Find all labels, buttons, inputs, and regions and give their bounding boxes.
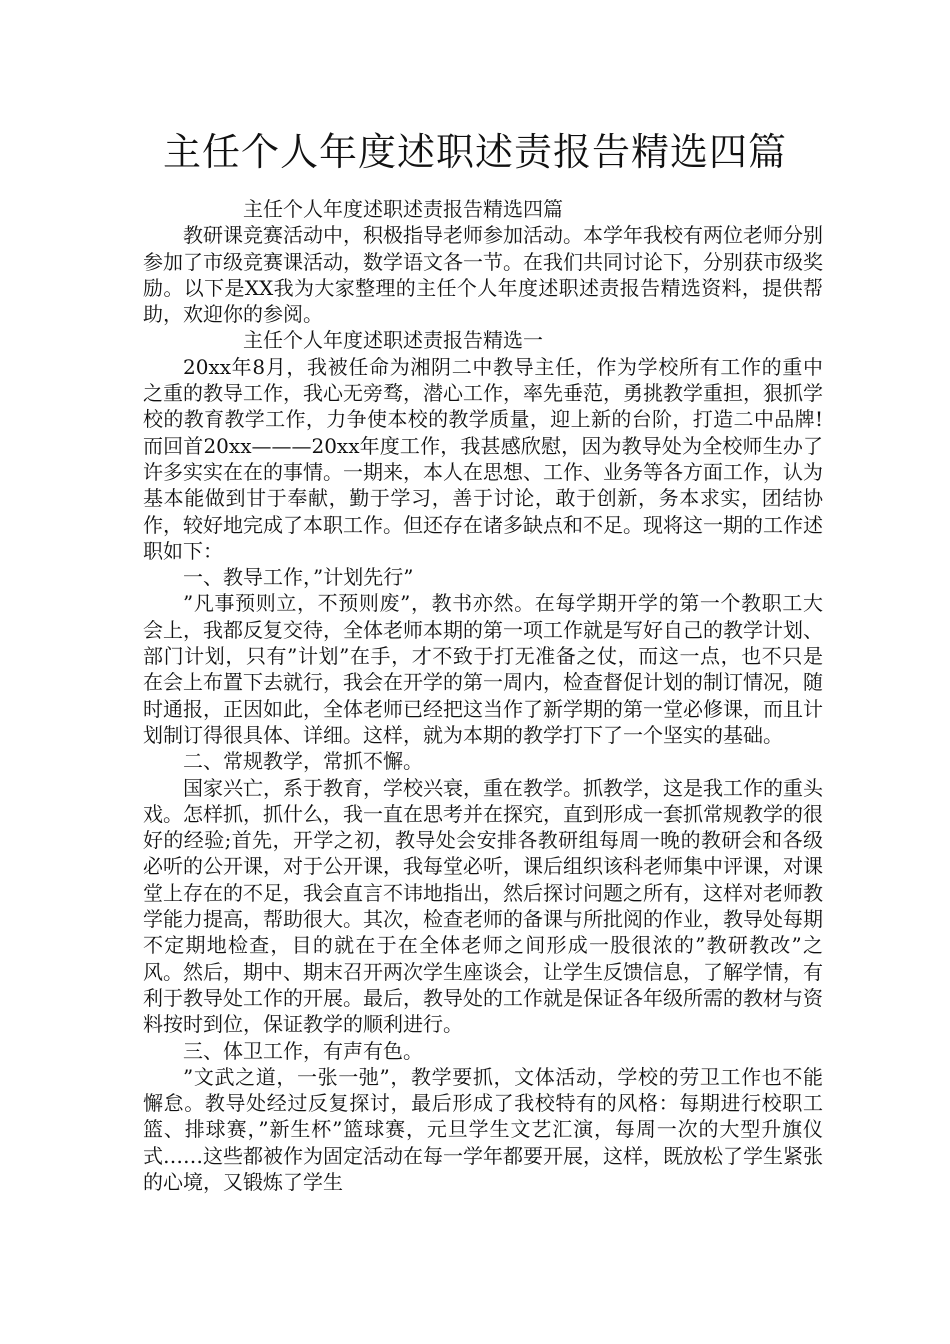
section-heading: 一、教导工作，”计划先行” xyxy=(183,565,414,590)
paragraph-subtitle: 主任个人年度述职述责报告精选四篇 xyxy=(243,197,563,221)
section-heading: 三、体卫工作，有声有色。 xyxy=(183,1038,423,1063)
document-title: 主任个人年度述职述责报告精选四篇 xyxy=(162,130,787,174)
section-heading: 二、常规教学，常抓不懈。 xyxy=(183,749,423,774)
section-heading: 主任个人年度述职述责报告精选一 xyxy=(243,328,543,353)
paragraph: 20xx年8月，我被任命为湘阴二中教导主任，作为学校所有工作的重中之重的教导工作，我心无旁骛，潜心工作，率先垂范，勇挑教学重担，狠抓学校的教育教学工作，力争使本校的教学质量，迎上新的台阶，打造二中品牌!而回首20xx———20xx年度工作，我甚感欣慰，因为教导处为全校师生办了许多实实在在的事情。一期来，本人在思想、工作、业务等各方面工作，认为基本能做到甘于奉献，勤于学习，善于讨论，敢于创新，务本求实，团结协作，较好地完成了本职工作。但还存在诸多缺点和不足。现将这一期的工作述职如下： xyxy=(143,354,823,563)
paragraph: ”凡事预则立，不预则废”，教书亦然。在每学期开学的第一个教职工大会上，我都反复交待，全体老师本期的第一项工作就是写好自己的教学计划、部门计划，只有”计划”在手，才不致于打无准备之仗，而这一点，也不只是在会上布置下去就行，我会在开学的第一周内，检查督促计划的制订情况，随时通报，正因如此，全体老师已经把这当作了新学期的第一堂必修课，而且计划制订得很具体、详细。这样，就为本期的教学打下了一个坚实的基础。 xyxy=(143,591,823,747)
paragraph: 国家兴亡，系于教育，学校兴衰，重在教学。抓教学，这是我工作的重头戏。怎样抓，抓什么，我一直在思考并在探究，直到形成一套抓常规教学的很好的经验;首先，开学之初，教导处会安排各教研组每周一晚的教研会和各级必听的公开课，对于公开课，我每堂必听，课后组织该科老师集中评课，对课堂上存在的不足，我会直言不讳地指出，然后探讨问题之所有，这样对老师教学能力提高，帮助很大。其次，检查老师的备课与所批阅的作业，教导处每期不定期地检查，目的就在于在全体老师之间形成一股很浓的”教研教改”之风。然后，期中、期末召开两次学生座谈会，让学生反馈信息，了解学情，有利于教导处工作的开展。最后，教导处的工作就是保证各年级所需的教材与资料按时到位，保证教学的顺利进行。 xyxy=(143,775,823,1037)
paragraph: 教研课竞赛活动中，积极指导老师参加活动。本学年我校有两位老师分别参加了市级竞赛课活动，数学语文各一节。在我们共同讨论下，分别获市级奖励。以下是XX我为大家整理的主任个人年度述职述责报告精选资料，提供帮助，欢迎你的参阅。 xyxy=(143,223,823,327)
paragraph: ”文武之道，一张一弛”，教学要抓，文体活动，学校的劳卫工作也不能懈怠。教导处经过反复探讨，最后形成了我校特有的风格：每期进行校职工篮、排球赛，”新生杯”篮球赛，元旦学生文艺汇演，每周一次的大型升旗仪式……这些都被作为固定活动在每一学年都要开展，这样，既放松了学生紧张的心境，又锻炼了学生 xyxy=(143,1064,823,1194)
document-body xyxy=(143,196,823,1195)
